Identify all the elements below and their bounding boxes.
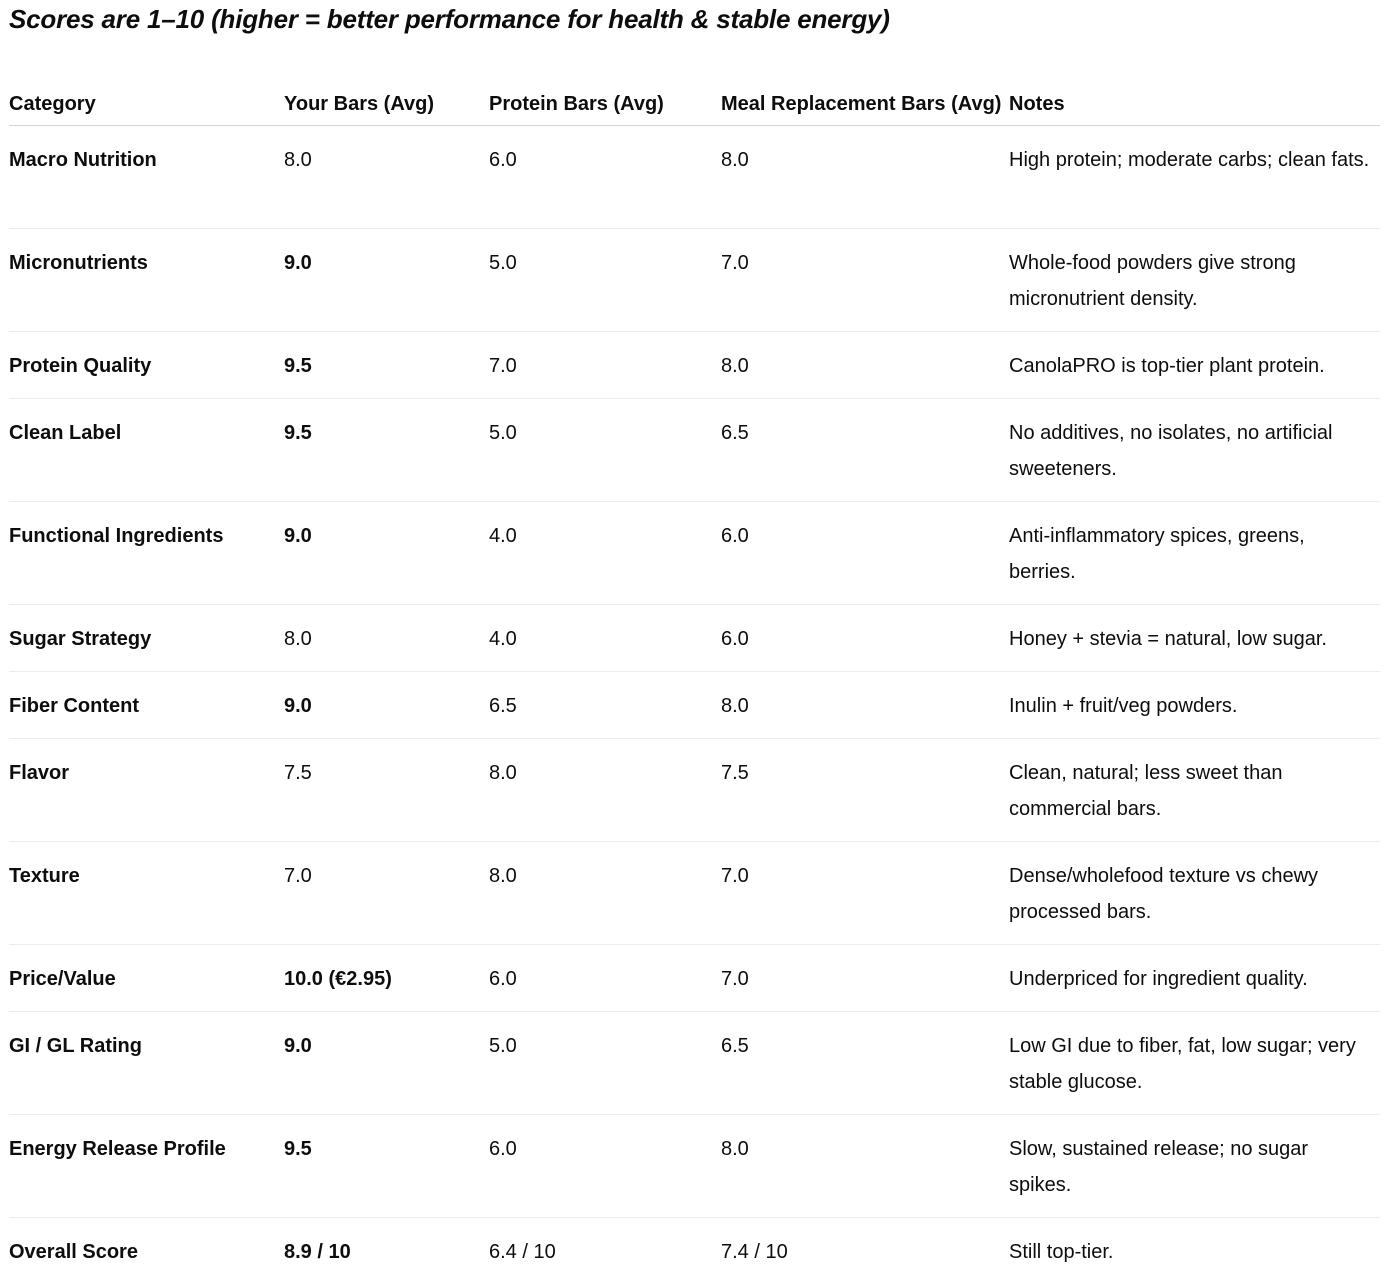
notes-cell: Honey + stevia = natural, low sugar. [1009,605,1380,672]
category-cell: Protein Quality [9,332,284,399]
category-cell: Price/Value [9,945,284,1012]
notes-cell: Still top-tier. [1009,1218,1380,1282]
header-protein-bars: Protein Bars (Avg) [489,53,721,126]
meal-replacement-cell: 6.0 [721,502,1009,605]
header-notes: Notes [1009,53,1380,126]
table-row [9,332,1380,399]
meal-replacement-cell: 8.0 [721,332,1009,399]
meal-replacement-cell: 8.0 [721,1115,1009,1218]
table-row [9,1115,1380,1218]
protein-bars-cell: 5.0 [489,399,721,502]
table-row [9,126,1380,229]
table-subtitle: Scores are 1–10 (higher = better performance for health & stable energy) [9,2,890,36]
notes-cell: Anti-inflammatory spices, greens, berries. [1009,502,1380,605]
table-row [9,842,1380,945]
table-row [9,945,1380,1012]
protein-bars-cell: 6.0 [489,126,721,229]
table-row [9,229,1380,332]
table-body [9,126,1380,1282]
your-bars-cell: 9.0 [284,502,489,605]
protein-bars-cell: 6.0 [489,945,721,1012]
your-bars-cell: 9.5 [284,399,489,502]
category-cell: Functional Ingredients [9,502,284,605]
protein-bars-cell: 8.0 [489,842,721,945]
category-cell: Energy Release Profile [9,1115,284,1218]
protein-bars-cell: 4.0 [489,502,721,605]
category-cell: Micronutrients [9,229,284,332]
meal-replacement-cell: 7.0 [721,842,1009,945]
meal-replacement-cell: 7.0 [721,945,1009,1012]
protein-bars-cell: 8.0 [489,739,721,842]
your-bars-cell: 10.0 (€2.95) [284,945,489,1012]
category-cell: GI / GL Rating [9,1012,284,1115]
notes-cell: Whole-food powders give strong micronutrient density. [1009,229,1380,332]
meal-replacement-cell: 6.5 [721,1012,1009,1115]
meal-replacement-cell: 8.0 [721,672,1009,739]
category-cell: Sugar Strategy [9,605,284,672]
notes-cell: Slow, sustained release; no sugar spikes. [1009,1115,1380,1218]
your-bars-cell: 9.0 [284,1012,489,1115]
header-category: Category [9,53,284,126]
your-bars-cell: 9.0 [284,229,489,332]
your-bars-cell: 7.5 [284,739,489,842]
table-row [9,399,1380,502]
your-bars-cell: 8.0 [284,126,489,229]
meal-replacement-cell: 6.5 [721,399,1009,502]
table-row [9,502,1380,605]
category-cell: Overall Score [9,1218,284,1282]
protein-bars-cell: 7.0 [489,332,721,399]
table-row [9,605,1380,672]
notes-cell: Clean, natural; less sweet than commercial bars. [1009,739,1380,842]
meal-replacement-cell: 7.4 / 10 [721,1218,1009,1282]
header-meal-replacement-bars: Meal Replacement Bars (Avg) [721,53,1009,126]
your-bars-cell: 9.5 [284,1115,489,1218]
category-cell: Texture [9,842,284,945]
protein-bars-cell: 5.0 [489,1012,721,1115]
notes-cell: Low GI due to fiber, fat, low sugar; very stable glucose. [1009,1012,1380,1115]
meal-replacement-cell: 7.0 [721,229,1009,332]
table-row [9,672,1380,739]
notes-cell: High protein; moderate carbs; clean fats. [1009,126,1380,229]
notes-cell: No additives, no isolates, no artificial sweeteners. [1009,399,1380,502]
category-cell: Macro Nutrition [9,126,284,229]
header-your-bars: Your Bars (Avg) [284,53,489,126]
notes-cell: CanolaPRO is top-tier plant protein. [1009,332,1380,399]
your-bars-cell: 9.5 [284,332,489,399]
table-row [9,1218,1380,1282]
your-bars-cell: 8.0 [284,605,489,672]
table-row [9,1012,1380,1115]
your-bars-cell: 8.9 / 10 [284,1218,489,1282]
score-comparison-table [9,53,1380,1282]
protein-bars-cell: 6.4 / 10 [489,1218,721,1282]
protein-bars-cell: 6.5 [489,672,721,739]
category-cell: Fiber Content [9,672,284,739]
meal-replacement-cell: 8.0 [721,126,1009,229]
category-cell: Clean Label [9,399,284,502]
meal-replacement-cell: 6.0 [721,605,1009,672]
notes-cell: Dense/wholefood texture vs chewy processed bars. [1009,842,1380,945]
meal-replacement-cell: 7.5 [721,739,1009,842]
notes-cell: Underpriced for ingredient quality. [1009,945,1380,1012]
table-header-row [9,53,1380,126]
table-row [9,739,1380,842]
notes-cell: Inulin + fruit/veg powders. [1009,672,1380,739]
your-bars-cell: 9.0 [284,672,489,739]
protein-bars-cell: 6.0 [489,1115,721,1218]
protein-bars-cell: 5.0 [489,229,721,332]
protein-bars-cell: 4.0 [489,605,721,672]
your-bars-cell: 7.0 [284,842,489,945]
category-cell: Flavor [9,739,284,842]
